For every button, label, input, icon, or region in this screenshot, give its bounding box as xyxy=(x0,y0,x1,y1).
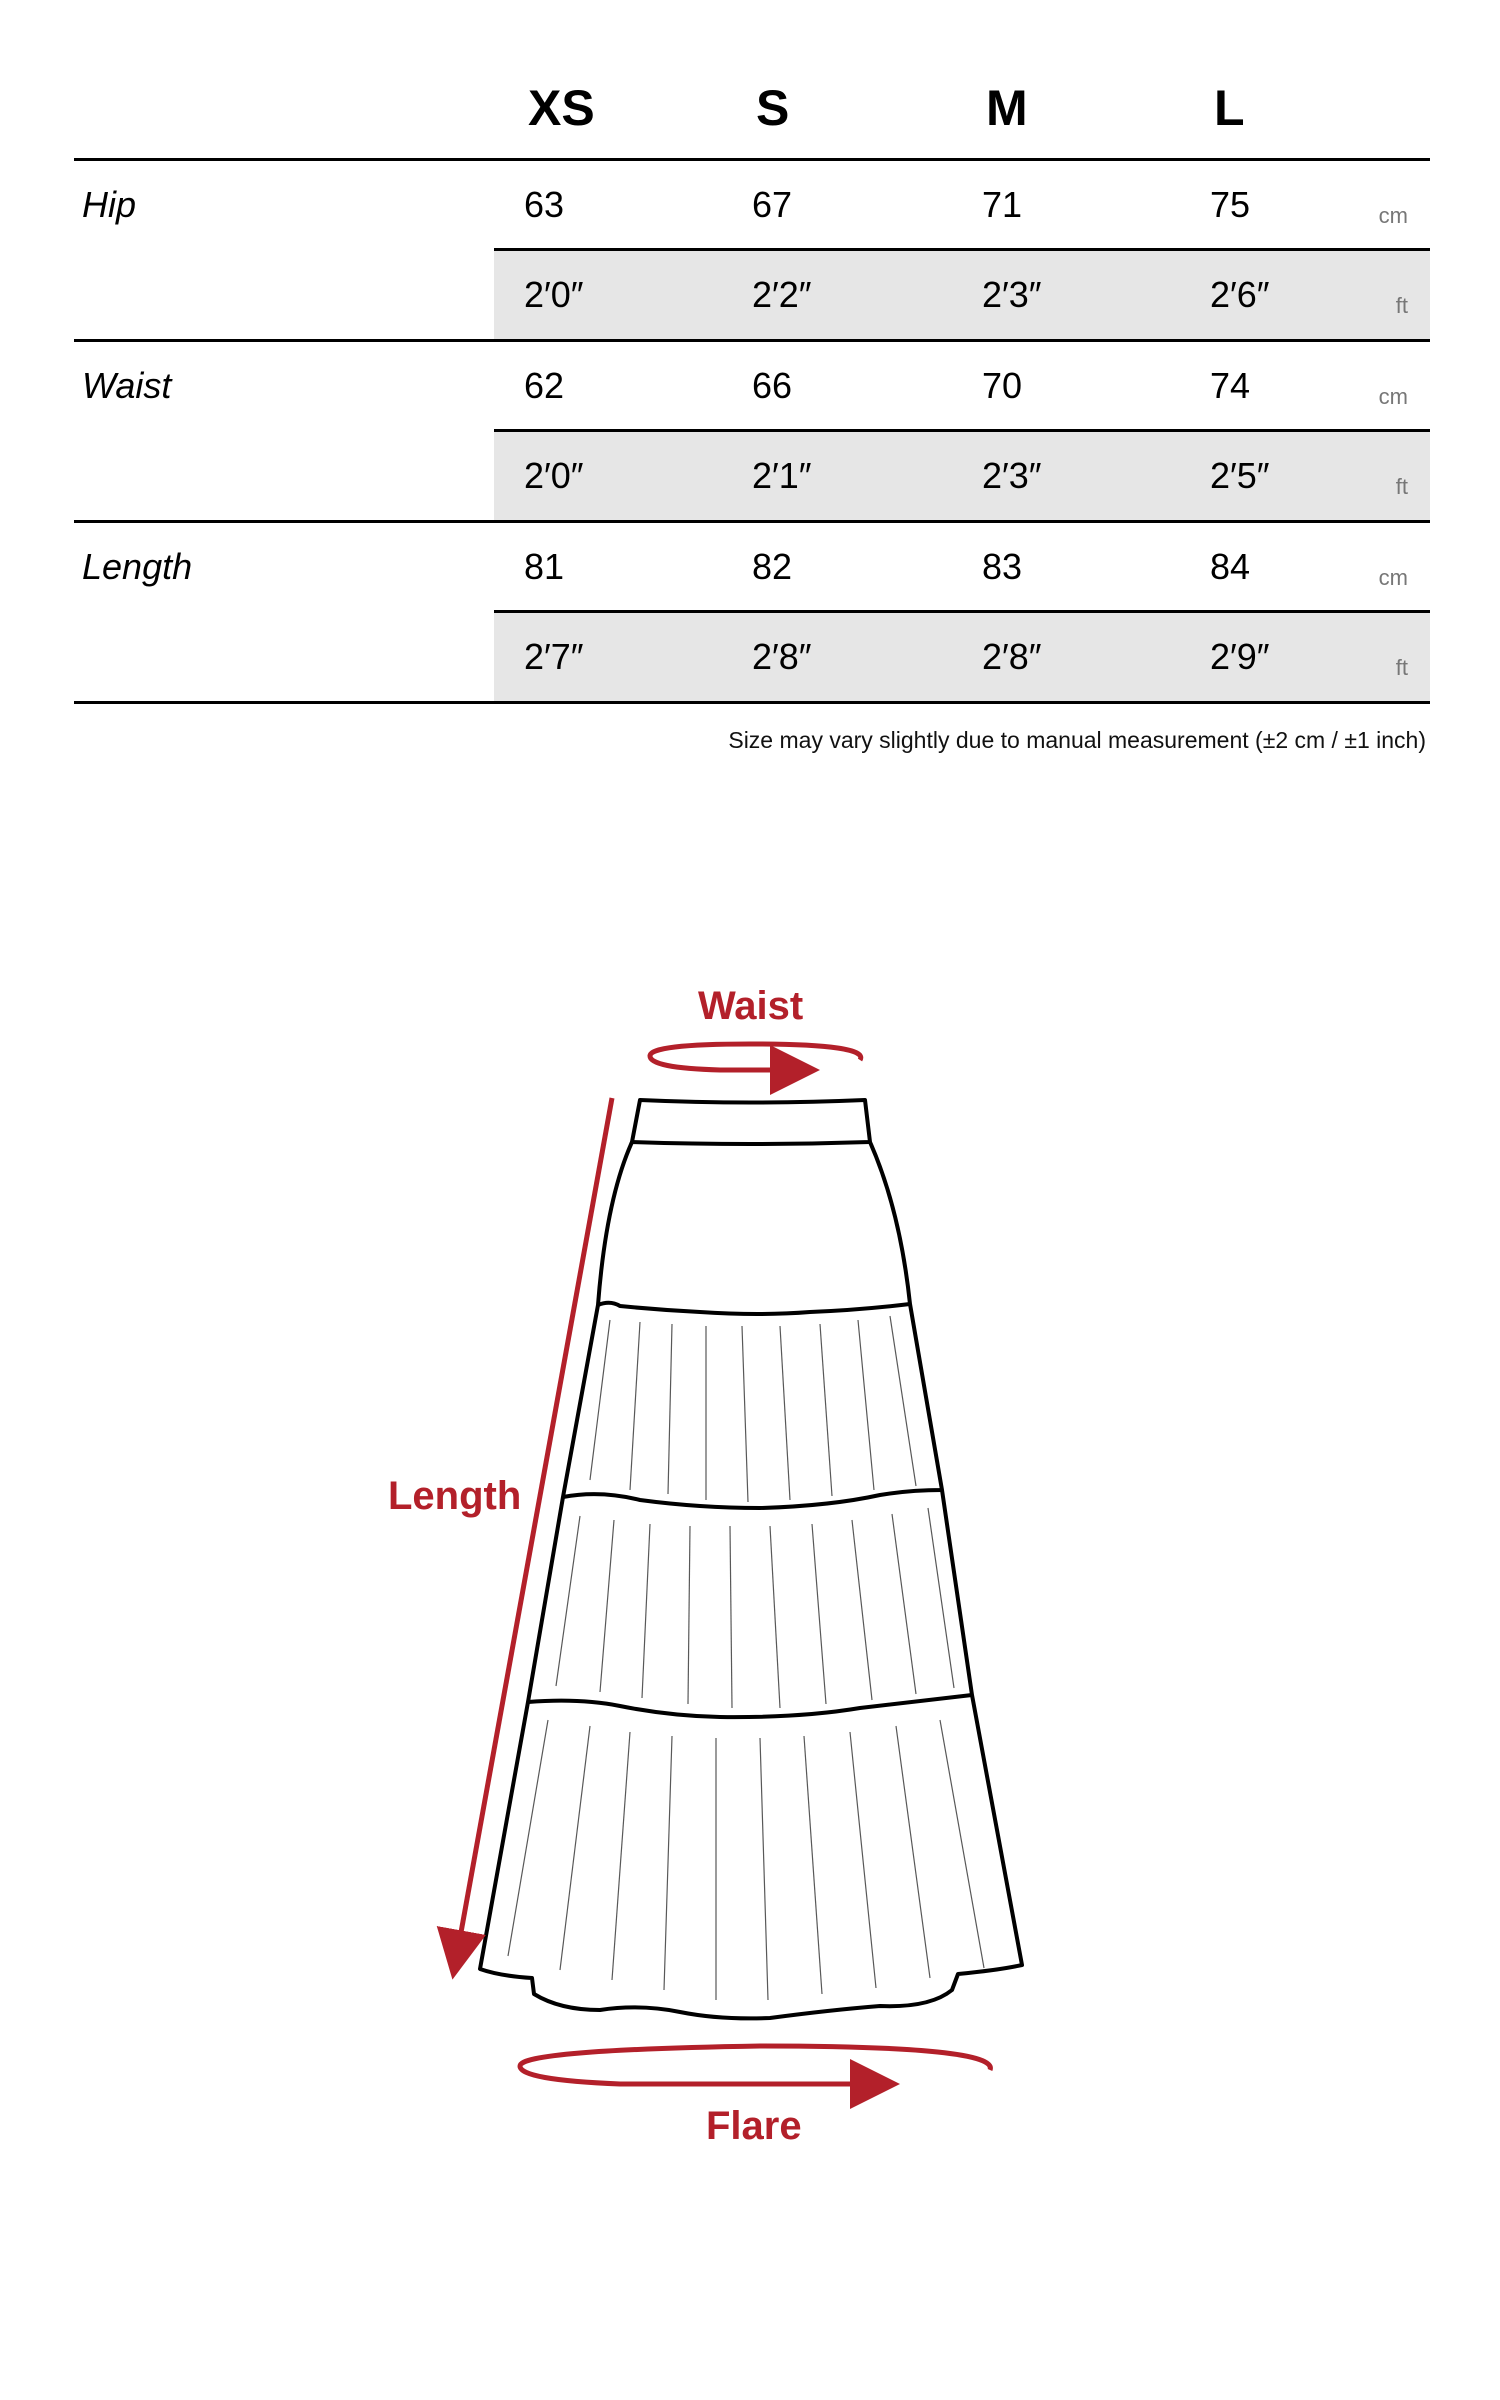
length-ft-l: 2′9″ xyxy=(1210,636,1270,677)
flare-label: Flare xyxy=(706,2104,802,2148)
row-divider xyxy=(494,429,1430,432)
waist-cm-row xyxy=(494,342,1430,430)
length-cm-xs: 81 xyxy=(524,546,565,587)
length-ft-m: 2′8″ xyxy=(982,636,1042,677)
size-header-l: L xyxy=(1214,80,1245,136)
unit-label-ft: ft xyxy=(1395,293,1408,318)
unit-label-cm: cm xyxy=(1378,384,1408,409)
unit-label-cm: cm xyxy=(1378,203,1408,228)
skirt-tier-1 xyxy=(563,1304,942,1508)
measurement-label-length: Length xyxy=(82,546,193,587)
skirt-measurement-diagram xyxy=(0,960,1500,2200)
skirt-waistband xyxy=(632,1100,870,1144)
waist-arrow xyxy=(650,1044,861,1070)
size-header-m: M xyxy=(986,80,1028,136)
size-header-row xyxy=(74,0,1430,158)
row-divider xyxy=(494,610,1430,613)
tiered-maxi-skirt-icon xyxy=(0,960,1500,2200)
flare-arrow xyxy=(520,2046,990,2084)
hip-ft-xs: 2′0″ xyxy=(524,274,584,315)
hip-cm-row xyxy=(494,161,1430,249)
length-cm-row xyxy=(494,523,1430,611)
waist-ft-s: 2′1″ xyxy=(752,455,812,496)
waist-cm-s: 66 xyxy=(752,365,793,406)
hip-cm-xs: 63 xyxy=(524,184,565,225)
waist-ft-l: 2′5″ xyxy=(1210,455,1270,496)
waist-ft-m: 2′3″ xyxy=(982,455,1042,496)
skirt-fold-lines xyxy=(508,1316,984,2000)
size-header-xs: XS xyxy=(528,80,595,136)
unit-label-ft: ft xyxy=(1395,474,1408,499)
length-ft-row xyxy=(494,613,1430,701)
size-header-s: S xyxy=(756,80,790,136)
row-divider xyxy=(494,248,1430,251)
unit-label-cm: cm xyxy=(1378,565,1408,590)
measurement-disclaimer: Size may vary slightly due to manual measurement (±2 cm / ±1 inch) xyxy=(728,727,1426,753)
skirt-tier-3 xyxy=(480,1695,1022,2018)
waist-cm-l: 74 xyxy=(1210,365,1251,406)
waist-label: Waist xyxy=(698,984,804,1028)
hip-ft-l: 2′6″ xyxy=(1210,274,1270,315)
hip-ft-s: 2′2″ xyxy=(752,274,812,315)
measurement-group-length xyxy=(74,523,1430,704)
hip-cm-s: 67 xyxy=(752,184,793,225)
skirt-tier-2 xyxy=(528,1490,972,1717)
waist-ft-xs: 2′0″ xyxy=(524,455,584,496)
length-ft-xs: 2′7″ xyxy=(524,636,584,677)
skirt-yoke xyxy=(598,1142,910,1314)
table-bottom-divider xyxy=(74,701,1430,704)
length-arrow xyxy=(456,1098,612,1960)
length-label: Length xyxy=(388,1474,522,1518)
waist-ft-row xyxy=(494,432,1430,520)
measurement-label-hip: Hip xyxy=(82,184,137,225)
length-ft-s: 2′8″ xyxy=(752,636,812,677)
hip-ft-row xyxy=(494,251,1430,339)
waist-cm-m: 70 xyxy=(982,365,1023,406)
hip-cm-m: 71 xyxy=(982,184,1023,225)
hip-ft-m: 2′3″ xyxy=(982,274,1042,315)
measurement-label-waist: Waist xyxy=(82,365,172,406)
waist-cm-xs: 62 xyxy=(524,365,565,406)
unit-label-ft: ft xyxy=(1395,655,1408,680)
length-cm-m: 83 xyxy=(982,546,1023,587)
measurement-group-hip xyxy=(74,161,1430,342)
hip-cm-l: 75 xyxy=(1210,184,1251,225)
size-chart-table xyxy=(74,0,1430,680)
measurement-group-waist xyxy=(74,342,1430,523)
length-cm-s: 82 xyxy=(752,546,793,587)
length-cm-l: 84 xyxy=(1210,546,1251,587)
